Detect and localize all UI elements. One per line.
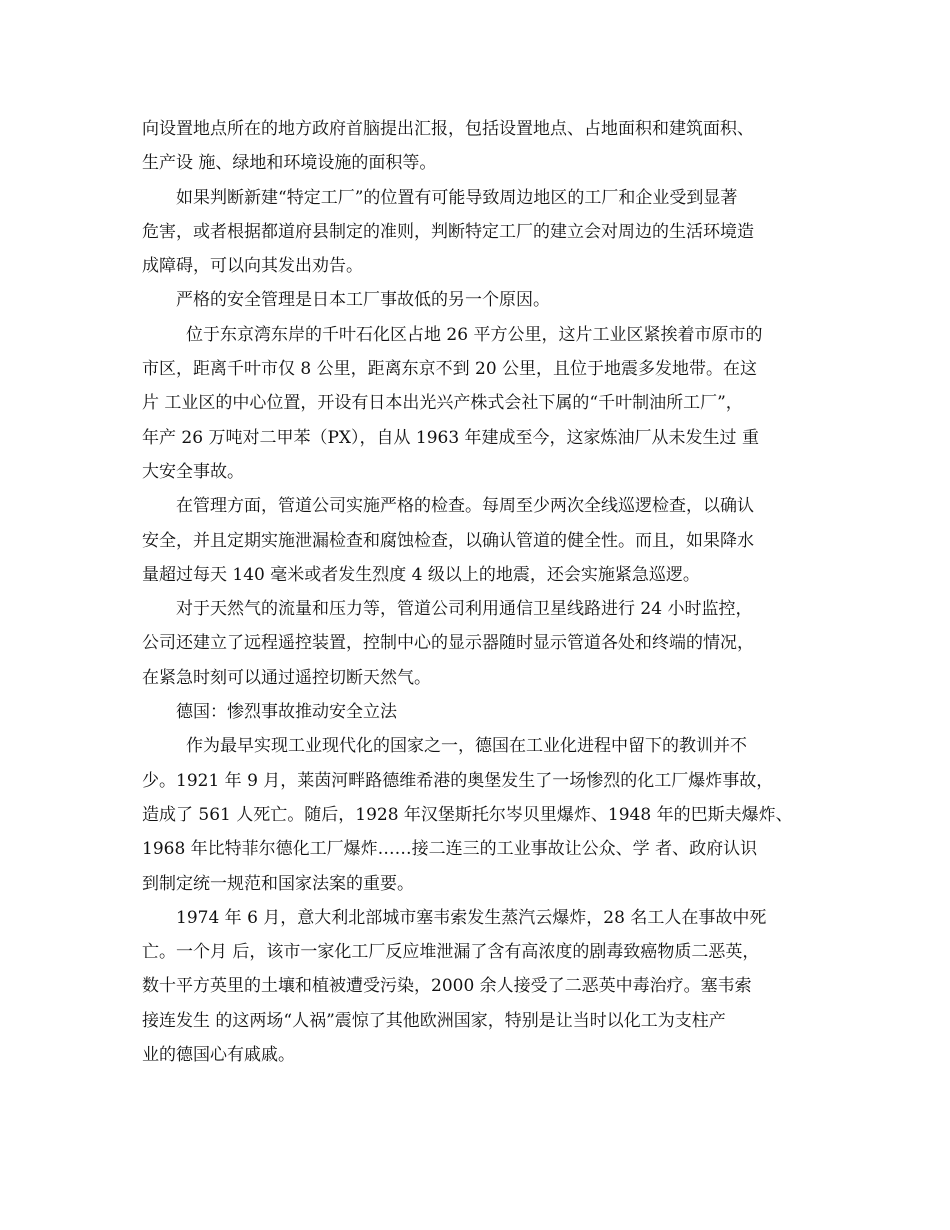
text-line: 片 工业区的中心位置，开设有日本出光兴产株式会社下属的“千叶制油所工厂”， [142,393,743,414]
paragraph-start-line: 严格的安全管理是日本工厂事故低的另一个原因。 [176,290,550,311]
text-line: 生产设 施、绿地和环境设施的面积等。 [142,153,437,174]
paragraph-start-line: 作为最早实现工业现代化的国家之一，德国在工业化进程中留下的教训并不 [186,736,747,757]
text-line: 在紧急时刻可以通过遥控切断天然气。 [142,667,431,688]
text-line: 造成了 561 人死亡。随后，1928 年汉堡斯托尔岑贝里爆炸、1948 年的巴斯夫爆炸、 [142,804,793,825]
text-line: 数十平方英里的土壤和植被遭受污染，2000 余人接受了二恶英中毒治疗。塞韦索 [142,976,752,997]
text-line: 少。1921 年 9 月，莱茵河畔路德维希港的奥堡发生了一场惨烈的化工厂爆炸事故， [142,770,774,791]
paragraph-start-line: 如果判断新建“特定工厂”的位置有可能导致周边地区的工厂和企业受到显著 [176,187,738,208]
text-line: 到制定统一规范和国家法案的重要。 [142,873,414,894]
section-heading: 德国：惨烈事故推动安全立法 [176,702,397,723]
text-line: 1968 年比特菲尔德化工厂爆炸……接二连三的工业事故让公众、学 者、政府认识 [142,839,758,860]
paragraph-start-line: 在管理方面，管道公司实施严格的检查。每周至少两次全线巡逻检查，以确认 [176,496,754,517]
text-line: 市区，距离千叶市仅 8 公里，距离东京不到 20 公里，且位于地震多发地带。在这 [142,359,758,380]
text-line: 安全，并且定期实施泄漏检查和腐蚀检查，以确认管道的健全性。而且，如果降水 [142,530,754,551]
text-line: 接连发生 的这两场“人祸”震惊了其他欧洲国家，特别是让当时以化工为支柱产 [142,1010,726,1031]
text-line: 业的德国心有戚戚。 [142,1045,295,1066]
document-page [142,112,814,1072]
text-line: 年产 26 万吨对二甲苯（PX），自从 1963 年建成至今，这家炼油厂从未发生过 重 [142,427,759,448]
text-line: 大安全事故。 [142,461,244,482]
text-line: 亡。一个月 后，该市一家化工厂反应堆泄漏了含有高浓度的剧毒致癌物质二恶英， [142,942,760,963]
paragraph-start-line: 1974 年 6 月，意大利北部城市塞韦索发生蒸汽云爆炸，28 名工人在事故中死 [176,907,767,928]
paragraph-start-line: 对于天然气的流量和压力等，管道公司利用通信卫星线路进行 24 小时监控， [176,599,753,620]
text-line: 量超过每天 140 毫米或者发生烈度 4 级以上的地震，还会实施紧急巡逻。 [142,564,700,585]
text-line: 危害，或者根据都道府县制定的准则，判断特定工厂的建立会对周边的生活环境造 [142,221,754,242]
text-line: 向设置地点所在的地方政府首脑提出汇报，包括设置地点、占地面积和建筑面积、 [142,119,754,139]
paragraph-start-line: 位于东京湾东岸的千叶石化区占地 26 平方公里，这片工业区紧挨着市原市的 [186,324,763,345]
text-line: 成障碍，可以向其发出劝告。 [142,256,363,277]
text-line: 公司还建立了远程遥控装置，控制中心的显示器随时显示管道各处和终端的情况， [142,633,754,654]
